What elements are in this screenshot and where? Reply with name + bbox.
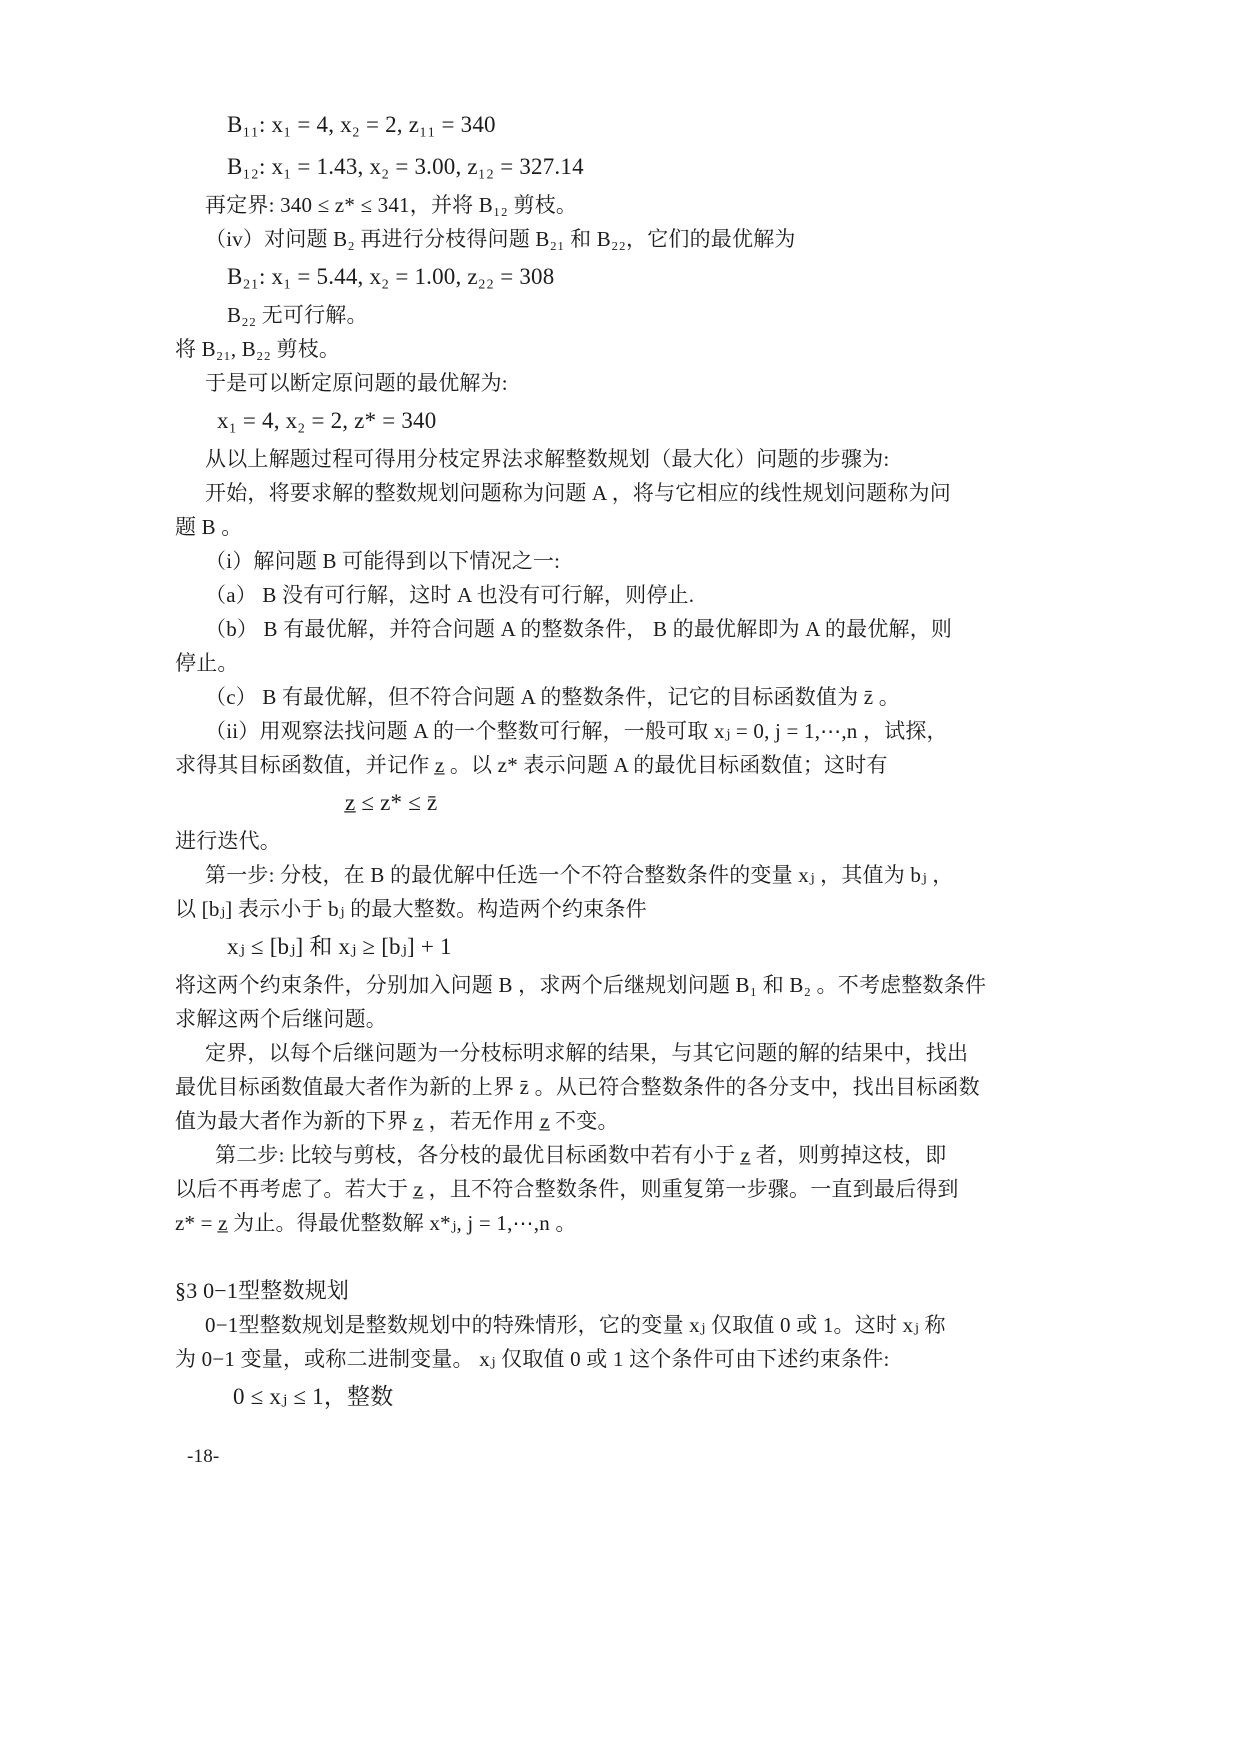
formula-optimal-solution: x₁ = 4, x₂ = 2, z* = 340 [217,408,437,433]
formula-bound-inequality: z̲ ≤ z* ≤ z̄ [345,790,438,815]
line-conclusion-intro: 于是可以断定原问题的最优解为: [205,371,508,395]
line-rebound: 再定界: 340 ≤ z* ≤ 341，并将 B₁₂ 剪枝。 [205,193,578,217]
line-b22-infeasible: B₂₂ 无可行解。 [227,303,368,327]
section-heading: §3 0−1型整数规划 [175,1278,350,1303]
line-step2-cont: 以后不再考虑了。若大于 z̲ ，且不符合整数条件，则重复第一步骤。一直到最后得到 [175,1177,959,1201]
line-step1-cont2: 将这两个约束条件，分别加入问题 B ，求两个后继规划问题 B₁ 和 B₂ 。不考虑整数条件 [175,973,987,997]
line-case-ii: （ii）用观察法找问题 A 的一个整数可行解，一般可取 xⱼ = 0, j = 1,⋯,n ，试探， [205,719,948,743]
page-number: -18- [187,1446,220,1467]
line-step1: 第一步: 分枝，在 B 的最优解中任选一个不符合整数条件的变量 xⱼ ，其值为 bⱼ ， [205,863,954,887]
line-case-ii-cont: 求得其目标函数值，并记作 z̲ 。以 z* 表示问题 A 的最优目标函数值；这时有 [175,753,888,777]
page-body [175,104,1075,1472]
line-case-b-cont: 停止。 [175,651,239,675]
line-bounding-cont2: 值为最大者作为新的下界 z̲ ，若无作用 z̲ 不变。 [175,1109,619,1133]
line-case-b: （b） B 有最优解，并符合问题 A 的整数条件， B 的最优解即为 A 的最优解，则 [205,617,953,641]
line-prune-b21-b22: 将 B₂₁, B₂₂ 剪枝。 [175,337,341,361]
line-case-c: （c） B 有最优解，但不符合问题 A 的整数条件，记它的目标函数值为 z̄ 。 [205,685,900,709]
line-01-intro: 0−1型整数规划是整数规划中的特殊情形，它的变量 xⱼ 仅取值 0 或 1。这时 xⱼ 称 [205,1313,946,1337]
line-start-para-cont: 题 B 。 [175,515,243,539]
line-step1-cont: 以 [bⱼ] 表示小于 bⱼ 的最大整数。构造两个约束条件 [175,897,647,921]
formula-01-constraint: 0 ≤ xⱼ ≤ 1，整数 [233,1384,394,1409]
formula-b11: B₁₁: x₁ = 4, x₂ = 2, z₁₁ = 340 [227,112,496,137]
line-item-iv: （iv）对问题 B₂ 再进行分枝得问题 B₂₁ 和 B₂₂，它们的最优解为 [205,227,796,251]
formula-branch-constraints: xⱼ ≤ [bⱼ] 和 xⱼ ≥ [bⱼ] + 1 [227,934,452,959]
line-bounding-cont: 最优目标函数值最大者作为新的上界 z̄ 。从已符合整数条件的各分支中，找出目标函数 [175,1075,980,1099]
line-start-para: 开始，将要求解的整数规划问题称为问题 A ，将与它相应的线性规划问题称为问 [205,481,951,505]
line-step2: 第二步: 比较与剪枝，各分枝的最优目标函数中若有小于 z̲ 者，则剪掉这枝，即 [215,1143,947,1167]
formula-b12: B₁₂: x₁ = 1.43, x₂ = 3.00, z₁₂ = 327.14 [227,154,584,179]
line-steps-intro: 从以上解题过程可得用分枝定界法求解整数规划（最大化）问题的步骤为: [205,447,890,471]
formula-b21: B₂₁: x₁ = 5.44, x₂ = 1.00, z₂₂ = 308 [227,264,555,289]
line-case-i: （i）解问题 B 可能得到以下情况之一: [205,549,561,573]
line-bounding: 定界，以每个后继问题为一分枝标明求解的结果，与其它问题的解的结果中，找出 [205,1041,969,1065]
line-case-a: （a） B 没有可行解，这时 A 也没有可行解，则停止. [205,583,695,607]
line-step1-cont3: 求解这两个后继问题。 [175,1007,387,1031]
line-01-intro-cont: 为 0−1 变量，或称二进制变量。 xⱼ 仅取值 0 或 1 这个条件可由下述约束条件: [175,1347,890,1371]
line-step2-cont2: z* = z̲ 为止。得最优整数解 x*ⱼ, j = 1,⋯,n 。 [175,1211,577,1235]
line-iterate: 进行迭代。 [175,829,281,853]
